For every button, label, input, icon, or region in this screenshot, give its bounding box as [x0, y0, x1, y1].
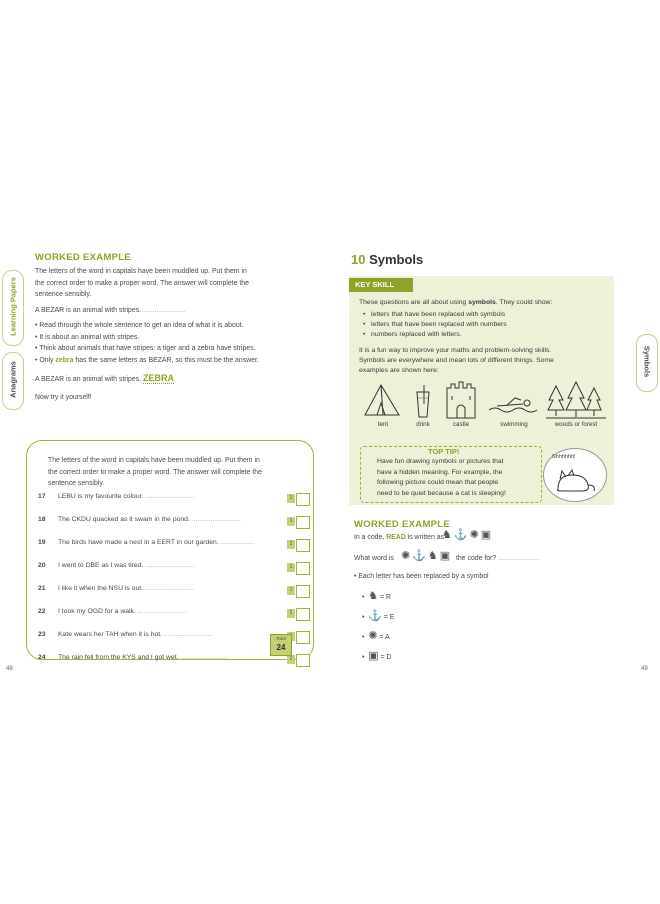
example-answer — [35, 373, 174, 386]
question-22: 22 I took my OGD for a walk. .......................... — [38, 608, 187, 615]
caption-drink: drink — [416, 421, 430, 428]
box-intro-line: sentence sensibly. — [48, 480, 105, 487]
try-yourself: Now try it yourself! — [35, 394, 92, 401]
question-text: I went to DBE as I was tired. — [58, 562, 144, 569]
tip-line: have a hidden meaning. For example, the — [377, 468, 503, 476]
tip-line: following picture could mean that people — [377, 479, 499, 486]
question-text: Kate wears her TAH when it is hot. — [58, 631, 163, 638]
question-21: 21 I like it when the NSU is out. .......................... — [38, 585, 194, 592]
ks-para-line: Symbols are everywhere and mean lots of different things. Some — [359, 357, 554, 365]
caption-swimming: swimming — [500, 421, 528, 428]
question-18: 18 The CKDU quacked as it swam in the pond. .......................... — [38, 516, 241, 523]
code-pre: In a code, — [354, 534, 385, 541]
question-number: 18 — [38, 516, 46, 523]
answer-box-24[interactable] — [296, 654, 310, 667]
code-symbols-read — [442, 528, 493, 541]
intro-line: The letters of the word in capitals have been muddled up. Put them in — [35, 268, 247, 275]
intro-line: sentence sensibly. — [35, 291, 92, 298]
question-text: I took my OGD for a walk. — [58, 608, 136, 615]
question-number: 20 — [38, 562, 46, 569]
anchor-icon: ⚓ — [368, 610, 382, 622]
ks-intro-bold: symbols — [468, 299, 496, 306]
what-post: the code for? ...................... — [456, 555, 541, 562]
question-20: 20 I went to DBE as I was tired. .......................... — [38, 562, 195, 569]
rocking-horse-icon: ♞ — [442, 529, 454, 541]
question-number: 19 — [38, 539, 46, 546]
anagrams-tab[interactable] — [2, 352, 24, 410]
what-word-question — [354, 553, 394, 565]
sleeping-cat-illustration — [543, 448, 607, 502]
anchor-icon: ⚓ — [412, 550, 428, 562]
ks-paragraph — [359, 346, 609, 377]
right-worked-example-title: WORKED EXAMPLE — [354, 519, 451, 530]
mapping-d: • ▣ = D — [362, 650, 392, 662]
answer-box-22[interactable] — [296, 608, 310, 621]
answer-box-17[interactable] — [296, 493, 310, 506]
steps-list — [35, 320, 325, 366]
question-23: 23 Kate wears her TAH when it is hot. .......................... — [38, 631, 214, 638]
right-page-number: 49 — [641, 666, 648, 672]
intro-line: the correct order to make a proper word. The answer will complete the — [35, 279, 249, 287]
mark-badge: 1 — [287, 655, 295, 664]
answer-box-21[interactable] — [296, 585, 310, 598]
mark-badge: 1 — [287, 586, 295, 595]
ks-bullet-text: letters that have been replaced with numbers — [371, 321, 507, 328]
question-24: 24 The rain fell from the KYS and I got wet. .......................... — [38, 654, 230, 661]
mark-badge: 1 — [287, 563, 295, 572]
anchor-icon: ⚓ — [453, 529, 470, 541]
question-number: 23 — [38, 631, 46, 638]
chapter-number: 10 — [351, 252, 366, 267]
answer-sentence: A BEZAR is an animal with stripes. — [35, 376, 142, 383]
code-sentence — [354, 532, 444, 544]
question-text: The birds have made a nest in a EERT in our garden. — [58, 539, 219, 546]
ks-para-line: It is a fun way to improve your maths and problem-solving skills. — [359, 347, 552, 354]
mapping-text: = D — [380, 654, 392, 661]
ks-bullet: • numbers replaced with letters. — [363, 331, 462, 338]
step4-post: has the same letters as BEZAR, so this must be the answer. — [75, 356, 259, 364]
step-text: It is about an animal with stripes. — [39, 333, 140, 341]
mapping-a: • ✺ = A — [362, 630, 390, 642]
example-question-text: A BEZAR is an animal with stripes. — [35, 307, 142, 314]
learning-papers-tab[interactable] — [2, 270, 24, 346]
each-letter-note: • Each letter has been replaced by a symbol — [354, 573, 489, 580]
ks-bullet: • letters that have been replaced with numbers — [363, 321, 507, 328]
symbols-tab[interactable] — [636, 334, 658, 392]
question-text: I like it when the NSU is out. — [58, 585, 143, 592]
wheel-icon: ✺ — [401, 550, 413, 562]
top-tip-text — [377, 457, 547, 499]
caption-castle: castle — [452, 421, 470, 428]
step4-pre: Only — [39, 356, 54, 364]
chest-icon: ▣ — [480, 529, 494, 541]
question-text: The CKDU quacked as it swam in the pond. — [58, 516, 190, 523]
ks-para-line: examples are shown here: — [359, 367, 439, 375]
left-worked-example-title: WORKED EXAMPLE — [35, 252, 132, 263]
mapping-text: = R — [380, 594, 391, 601]
speech-text: Shhhhhh! — [552, 454, 576, 460]
step-item: • Only zebra has the same letters as BEZAR, so this must be the answer. — [35, 356, 259, 364]
chapter-heading — [351, 252, 423, 267]
answer-box-18[interactable] — [296, 516, 310, 529]
question-number: 24 — [38, 654, 46, 661]
woods-icon — [546, 380, 606, 420]
caption-woods: woods or forest — [554, 421, 598, 428]
mapping-r: • ♞ = R — [362, 590, 391, 602]
question-text: The rain fell from the KYS and I got wet. — [58, 654, 179, 661]
box-intro-line: The letters of the word in capitals have been muddled up. Put them in — [48, 457, 260, 464]
question-19: 19 The birds have made a nest in a EERT in our garden. .................. — [38, 539, 255, 546]
anagrams-label: Anagrams — [8, 361, 18, 398]
tent-icon — [361, 381, 403, 419]
box-intro-line: the correct order to make a proper word. The answer will complete the — [48, 468, 262, 476]
tip-line: Have fun drawing symbols or pictures that — [377, 458, 504, 465]
total-label: Total — [276, 636, 286, 641]
answer-box-20[interactable] — [296, 562, 310, 575]
left-page-number: 48 — [6, 666, 13, 672]
swimming-icon — [487, 394, 541, 416]
what-post-text: the code for? — [456, 555, 497, 562]
ks-intro-text: These questions are all about using symbols. They could show: — [359, 299, 553, 306]
mark-badge: 1 — [287, 494, 295, 503]
chest-icon: ▣ — [368, 650, 379, 662]
question-text: LEBU is my favourite colour. — [58, 493, 144, 500]
rocking-horse-icon: ♞ — [427, 550, 440, 562]
left-intro — [35, 266, 305, 301]
ks-bullet: • letters that have been replaced with symbols — [363, 311, 506, 318]
ks-bullet-text: numbers replaced with letters. — [371, 331, 462, 338]
ks-intro — [359, 298, 552, 308]
learning-papers-label: Learning Papers — [8, 277, 18, 336]
step-item: • It is about an animal with stripes. — [35, 333, 140, 341]
answer-word: ZEBRA — [143, 373, 174, 383]
wheel-icon: ✺ — [469, 529, 481, 541]
key-skill-header: KEY SKILL — [349, 278, 413, 292]
step-text: Read through the whole sentence to get an idea of what it is about. — [39, 322, 244, 329]
what-pre: What word is — [354, 555, 394, 562]
code-word: READ — [386, 534, 406, 541]
mark-badge: 1 — [287, 609, 295, 618]
code-post: is written as — [407, 534, 445, 541]
question-number: 17 — [38, 493, 46, 500]
symbols-label: Symbols — [642, 345, 652, 378]
chapter-title: Symbols — [369, 252, 424, 267]
total-value: 24 — [276, 643, 286, 652]
step4-word: zebra — [55, 356, 74, 364]
rocking-horse-icon: ♞ — [368, 590, 379, 602]
wheel-icon: ✺ — [368, 630, 378, 642]
each-text: Each letter has been replaced by a symbol — [358, 573, 489, 580]
top-tip-title: TOP TIP! — [428, 447, 460, 456]
question-number: 21 — [38, 585, 46, 592]
question-number: 22 — [38, 608, 46, 615]
question-17: 17 LEBU is my favourite colour. .......................... — [38, 493, 195, 500]
castle-icon — [444, 378, 478, 420]
cat-icon — [554, 465, 598, 495]
ks-bullet-text: letters that have been replaced with symbols — [371, 311, 506, 318]
step-item: • Read through the whole sentence to get an idea of what it is about. — [35, 322, 244, 329]
total-box — [270, 634, 292, 656]
example-question: A BEZAR is an animal with stripes. ...................... — [35, 307, 186, 314]
drink-icon — [413, 384, 433, 419]
tip-line: need to be quiet because a cat is sleeping! — [377, 489, 506, 497]
caption-tent: tent — [377, 421, 389, 428]
step-item: • Think about animals that have stripes: a tiger and a zebra have stripes. — [35, 345, 256, 352]
answer-box-23[interactable] — [296, 631, 310, 644]
code-symbols-question — [401, 549, 452, 562]
box-intro — [48, 455, 298, 490]
mark-badge: 1 — [287, 517, 295, 526]
step-text: Think about animals that have stripes: a tiger and a zebra have stripes. — [39, 345, 256, 352]
mapping-text: = E — [383, 614, 395, 621]
mapping-text: = A — [379, 634, 390, 641]
mark-badge: 1 — [287, 540, 295, 549]
mapping-e: • ⚓ = E — [362, 610, 395, 622]
chest-icon: ▣ — [439, 550, 453, 562]
answer-box-19[interactable] — [296, 539, 310, 552]
